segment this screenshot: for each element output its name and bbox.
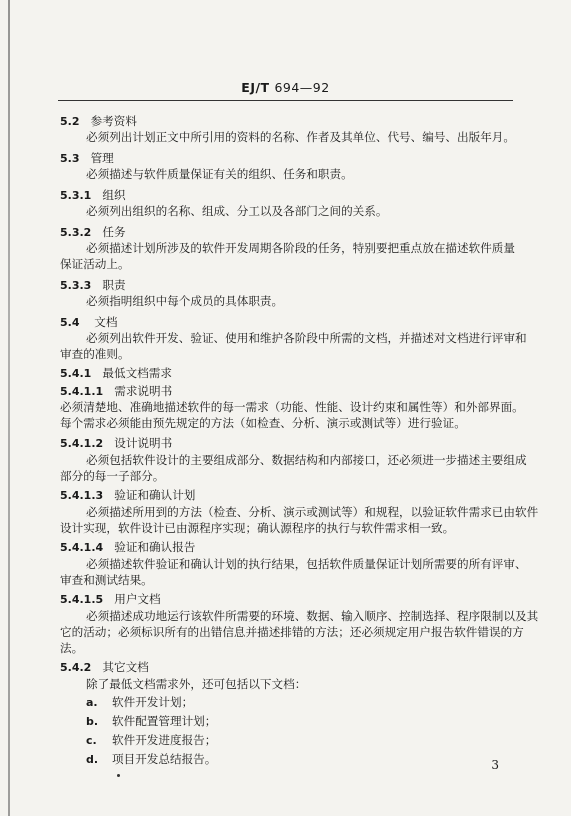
body-line: 必须描述软件验证和确认计划的执行结果，包括软件质量保证计划所需要的所有评审、 — [86, 557, 527, 571]
page-number: 3 — [491, 758, 499, 772]
body-line: 法。 — [60, 641, 84, 655]
heading-5-3-2: 5.3.2 任务 — [60, 225, 126, 239]
list-item: a. 软件开发计划； — [86, 695, 194, 709]
body-line: 必须包括软件设计的主要组成部分、数据结构和内部接口，还必须进一步描述主要组成 — [86, 453, 527, 467]
heading-5-4-1-1: 5.4.1.1 需求说明书 — [60, 384, 173, 398]
heading-5-2: 5.2 参考资料 — [60, 114, 137, 128]
body-line: 必须指明组织中每个成员的具体职责。 — [86, 294, 284, 308]
standard-number: 694—92 — [274, 80, 330, 95]
body-line: 必须描述所用到的方法（检查、分析、演示或测试等）和规程，以验证软件需求已由软件 — [86, 505, 539, 519]
body-line: 必须列出软件开发、验证、使用和维护各阶段中所需的文档，并描述对文档进行评审和 — [86, 331, 527, 345]
body-line: 保证活动上。 — [60, 257, 130, 271]
heading-5-4-1: 5.4.1 最低文档需求 — [60, 366, 172, 380]
heading-5-4-1-4: 5.4.1.4 验证和确认报告 — [60, 540, 196, 554]
body-line: 审查和测试结果。 — [60, 573, 153, 587]
binding-edge — [8, 0, 10, 816]
heading-5-4-1-2: 5.4.1.2 设计说明书 — [60, 436, 173, 450]
list-item: d. 项目开发总结报告。 — [86, 752, 217, 766]
heading-5-4-2: 5.4.2 其它文档 — [60, 660, 149, 674]
list-item: b. 软件配置管理计划； — [86, 714, 217, 728]
print-speck — [117, 774, 120, 777]
heading-5-3-1: 5.3.1 组织 — [60, 188, 126, 202]
standard-code: EJ/T — [241, 80, 270, 95]
heading-5-3-3: 5.3.3 职责 — [60, 278, 126, 292]
body-line: 设计实现，软件设计已由源程序实现；确认源程序的执行与软件需求相一致。 — [60, 521, 455, 535]
body-line: 必须列出计划正文中所引用的资料的名称、作者及其单位、代号、编号、出版年月。 — [86, 130, 515, 144]
body-line: 必须清楚地、准确地描述软件的每一需求（功能、性能、设计约束和属性等）和外部界面。 — [60, 400, 524, 414]
header-rule — [58, 100, 513, 101]
body-line: 必须列出组织的名称、组成、分工以及各部门之间的关系。 — [86, 204, 388, 218]
page-header — [0, 80, 571, 95]
heading-5-3: 5.3 管理 — [60, 151, 114, 165]
heading-5-4: 5.4 文档 — [60, 315, 118, 329]
body-line: 它的活动；必须标识所有的出错信息并描述排错的方法；还必须规定用户报告软件错误的方 — [60, 625, 524, 639]
body-line: 必须描述计划所涉及的软件开发周期各阶段的任务，特别要把重点放在描述软件质量 — [86, 241, 515, 255]
body-line: 部分的每一子部分。 — [60, 469, 165, 483]
body-line: 审查的准则。 — [60, 347, 130, 361]
body-line: 必须描述与软件质量保证有关的组织、任务和职责。 — [86, 167, 353, 181]
heading-5-4-1-5: 5.4.1.5 用户文档 — [60, 592, 161, 606]
heading-5-4-1-3: 5.4.1.3 验证和确认计划 — [60, 488, 196, 502]
list-item: c. 软件开发进度报告； — [86, 733, 217, 747]
body-line: 必须描述成功地运行该软件所需要的环境、数据、输入顺序、控制选择、程序限制以及其 — [86, 609, 539, 623]
body-line: 每个需求必须能由预先规定的方法（如检查、分析、演示或测试等）进行验证。 — [60, 416, 466, 430]
body-line: 除了最低文档需求外，还可包括以下文档： — [86, 677, 307, 691]
